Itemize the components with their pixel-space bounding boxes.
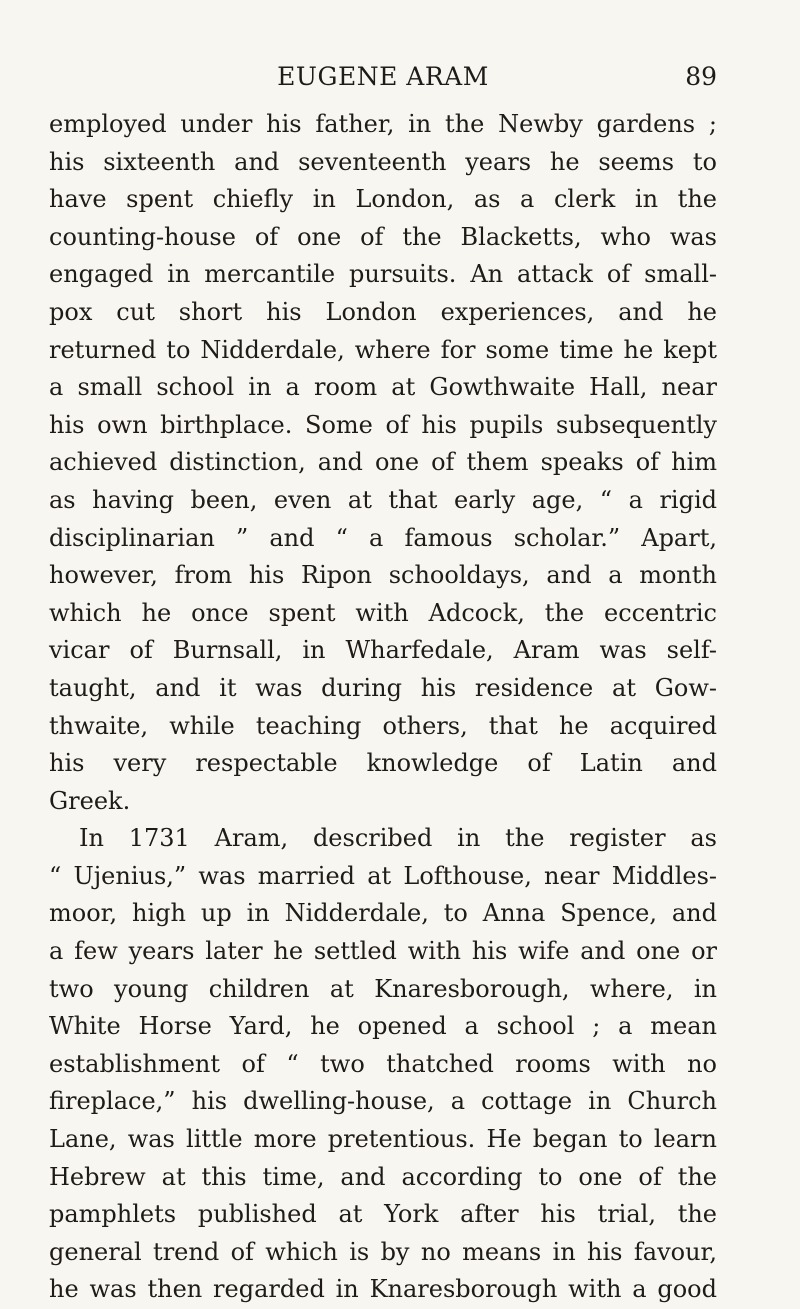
text-line: pamphlets published at York after his trial, the (49, 1200, 717, 1229)
text-line: In 1731 Aram, described in the register as (79, 824, 717, 853)
text-line: establishment of “ two thatched rooms with no (49, 1049, 717, 1078)
text-line: have spent chiefly in London, as a clerk in the (49, 185, 717, 214)
text-line: which he once spent with Adcock, the eccentric (49, 598, 717, 627)
running-head (49, 62, 717, 104)
page-number: 89 (685, 62, 717, 91)
text-line: Greek. (49, 786, 131, 815)
text-line: White Horse Yard, he opened a school ; a mean (49, 1012, 717, 1041)
text-line: disciplinarian ” and “ a famous scholar.” Apart, (49, 523, 717, 552)
text-line: he was then regarded in Knaresborough with a good (49, 1275, 717, 1304)
text-line: fireplace,” his dwelling-house, a cottage in Church (49, 1087, 717, 1116)
text-line: engaged in mercantile pursuits. An attack of small- (49, 260, 717, 289)
book-page (49, 62, 717, 1309)
text-line: Hebrew at this time, and according to one of the (49, 1162, 717, 1191)
text-line: a small school in a room at Gowthwaite Hall, near (49, 373, 717, 402)
text-line: “ Ujenius,” was married at Lofthouse, near Middles- (49, 861, 717, 890)
text-line: general trend of which is by no means in his favour, (49, 1237, 717, 1266)
text-line: employed under his father, in the Newby gardens ; (49, 110, 717, 138)
paragraph-1 (49, 106, 717, 820)
text-line: returned to Nidderdale, where for some time he kept (49, 335, 717, 364)
text-line: Lane, was little more pretentious. He began to learn (49, 1125, 717, 1154)
text-line: pox cut short his London experiences, and he (49, 297, 717, 326)
body-text (49, 106, 717, 1309)
text-line: moor, high up in Nidderdale, to Anna Spence, and (49, 899, 717, 928)
text-line: a few years later he settled with his wife and one or (49, 937, 717, 966)
running-title: EUGENE ARAM (277, 62, 489, 91)
text-line: his very respectable knowledge of Latin and (49, 749, 717, 778)
text-line: vicar of Burnsall, in Wharfedale, Aram was self- (49, 636, 717, 665)
paragraph-2 (49, 820, 717, 1309)
text-line: thwaite, while teaching others, that he acquired (49, 711, 717, 740)
text-line: however, from his Ripon schooldays, and a month (49, 561, 717, 590)
text-line: his sixteenth and seventeenth years he seems to (49, 147, 717, 176)
text-line: as having been, even at that early age, “ a rigid (49, 485, 717, 514)
text-line: counting-house of one of the Blacketts, who was (49, 222, 717, 251)
text-line: his own birthplace. Some of his pupils subsequently (49, 410, 717, 439)
text-line: achieved distinction, and one of them speaks of him (49, 448, 717, 477)
text-line: two young children at Knaresborough, where, in (49, 974, 717, 1003)
text-line: taught, and it was during his residence at Gow- (49, 673, 717, 702)
